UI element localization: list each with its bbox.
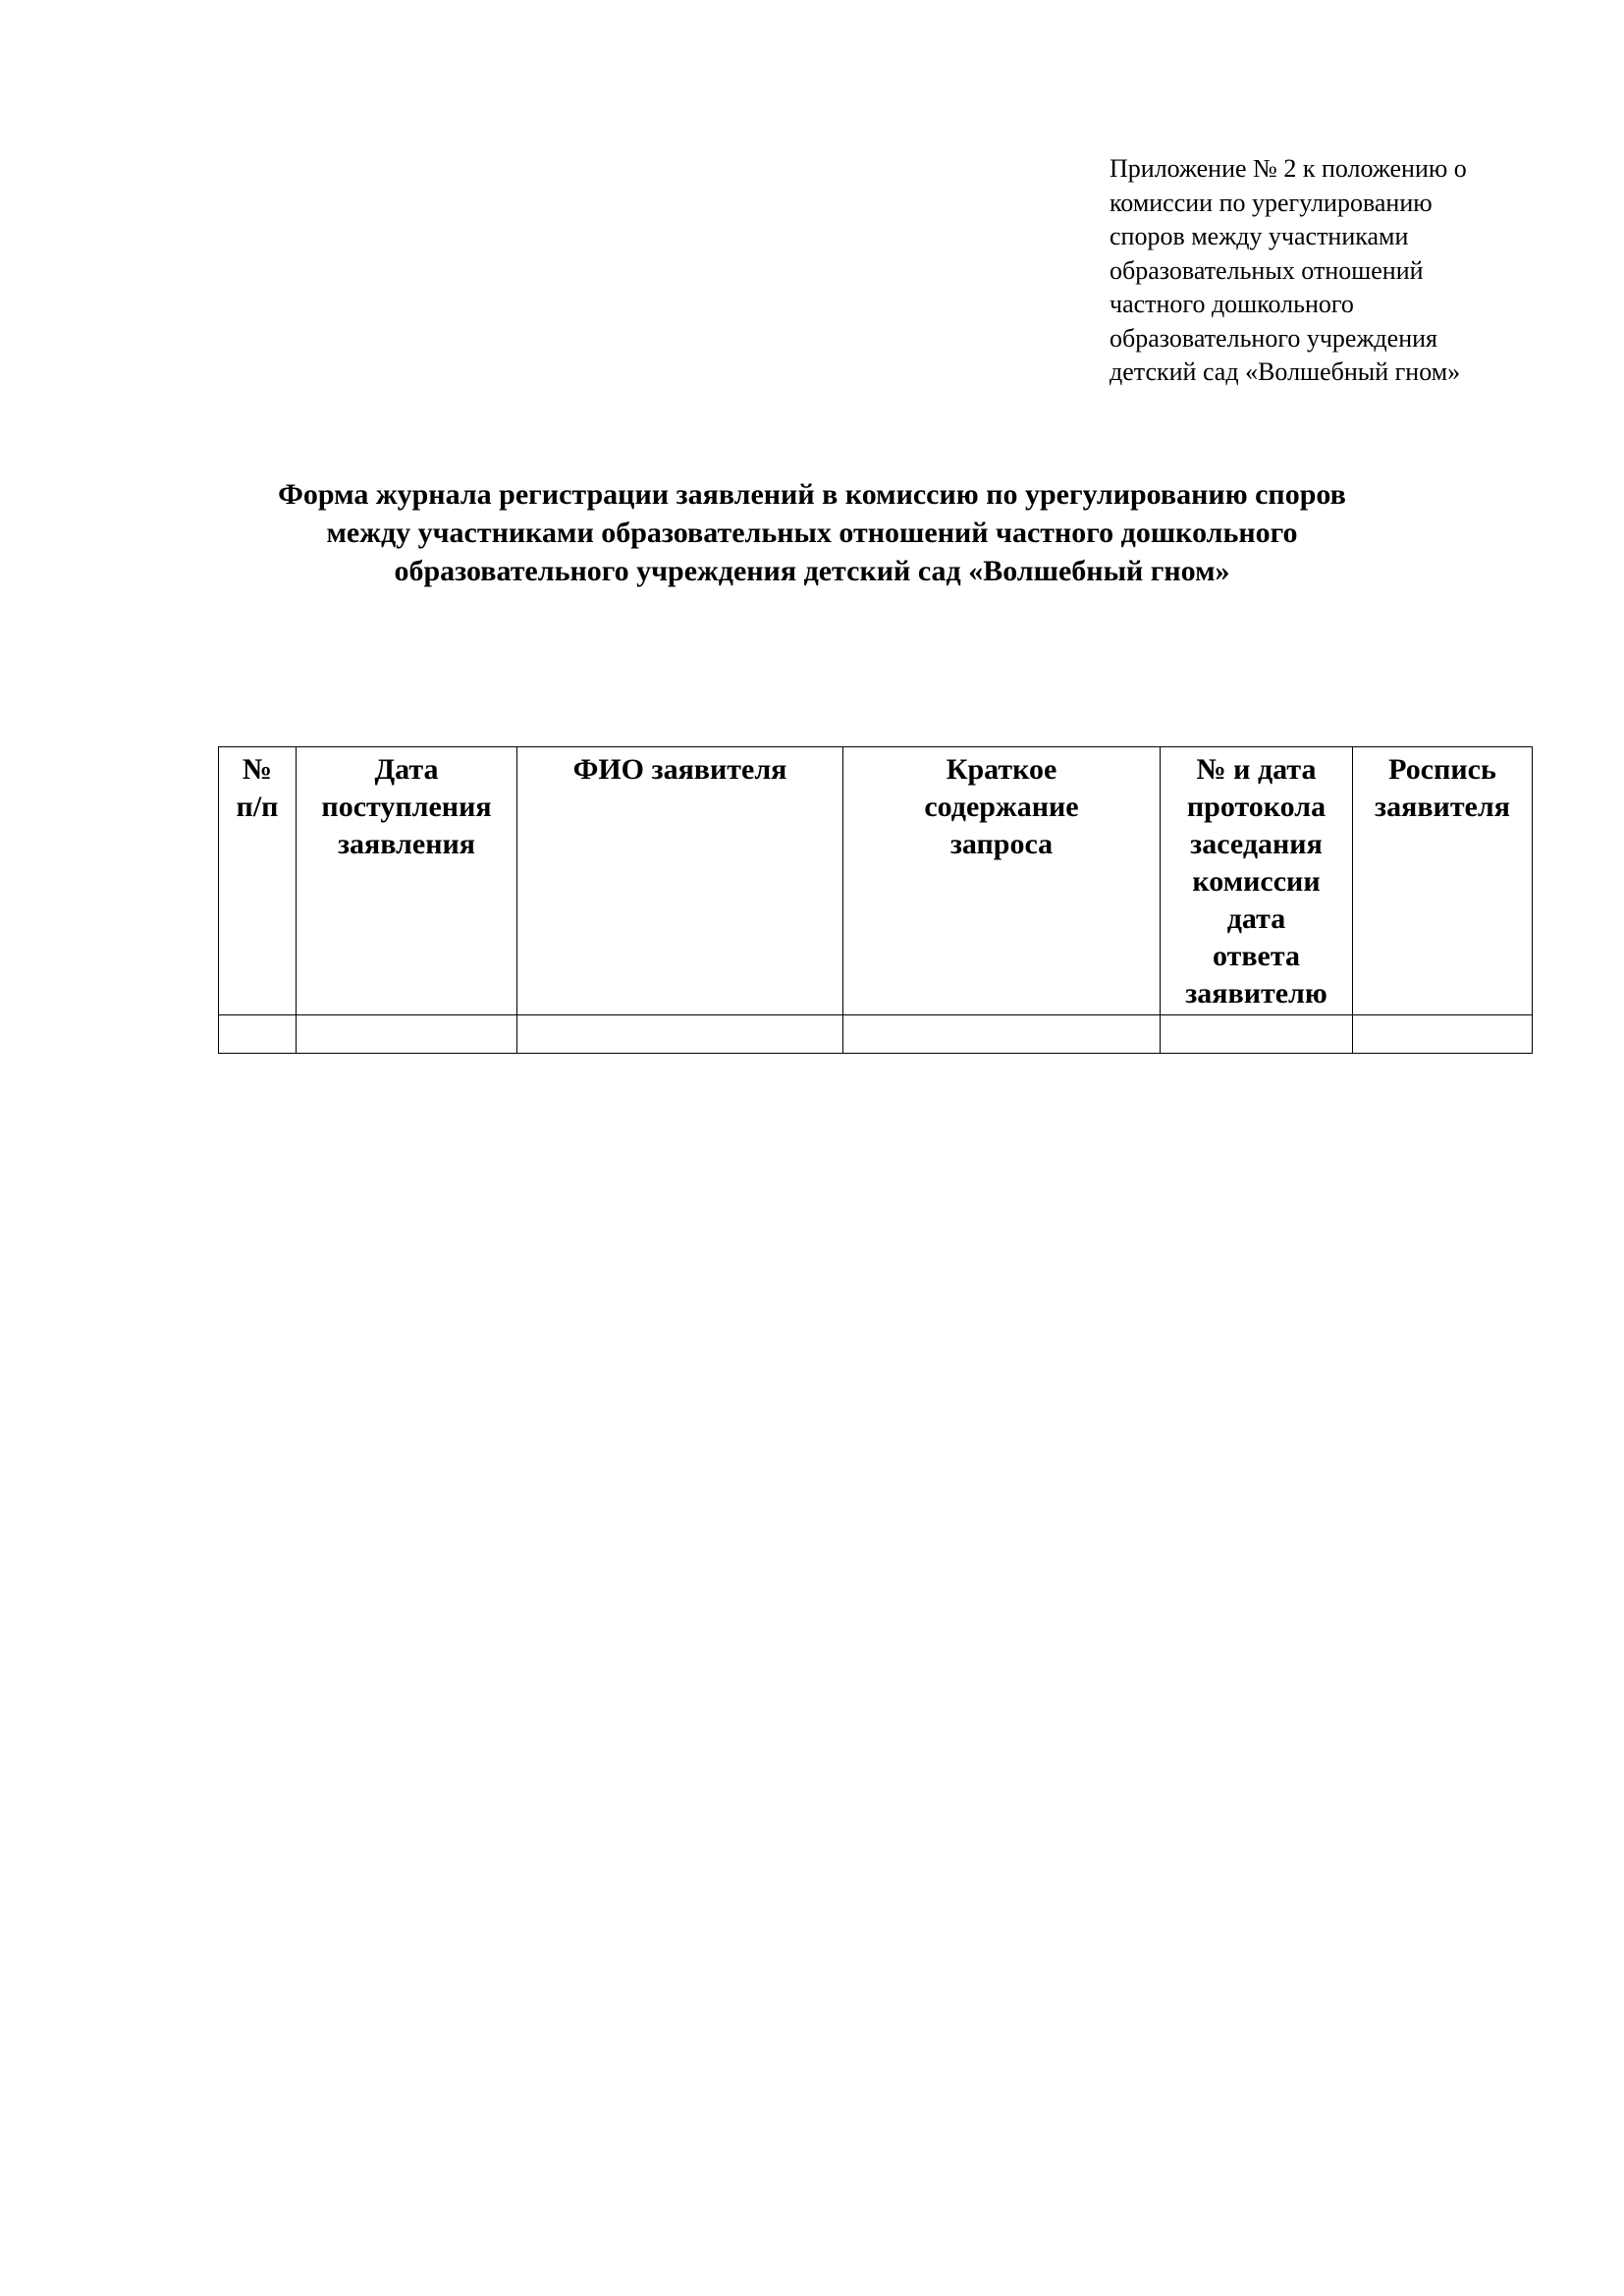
form-title-line: Форма журнала регистрации заявлений в комиссию по урегулированию споров: [278, 478, 1346, 511]
column-header-receipt-date: Дата поступления заявления: [297, 747, 517, 1015]
form-title-line: образовательного учреждения детский сад «Волшебный гном»: [394, 555, 1230, 587]
table-cell: [219, 1015, 297, 1054]
form-title: [196, 475, 1428, 590]
column-header-applicant-name: ФИО заявителя: [517, 747, 843, 1015]
table-header-row: [219, 747, 1533, 1015]
column-header-protocol: № и дата протокола заседания комиссии дата ответа заявителю: [1161, 747, 1353, 1015]
registration-journal-table: [218, 746, 1533, 1054]
appendix-line: частного дошкольного: [1110, 290, 1354, 318]
appendix-line: комиссии по урегулированию: [1110, 188, 1433, 217]
appendix-line: Приложение № 2 к положению о: [1110, 154, 1467, 183]
column-header-request-summary: Краткое содержание запроса: [843, 747, 1161, 1015]
form-title-line: между участниками образовательных отношений частного дошкольного: [326, 517, 1298, 549]
appendix-line: детский сад «Волшебный гном»: [1110, 357, 1461, 386]
table-cell: [843, 1015, 1161, 1054]
table-cell: [1353, 1015, 1533, 1054]
table-cell: [1161, 1015, 1353, 1054]
appendix-line: образовательного учреждения: [1110, 323, 1437, 353]
column-header-signature: Роспись заявителя: [1353, 747, 1533, 1015]
table-row: [219, 1015, 1533, 1054]
appendix-note: [1110, 152, 1542, 390]
appendix-line: споров между участниками: [1110, 222, 1409, 250]
table-cell: [517, 1015, 843, 1054]
appendix-line: образовательных отношений: [1110, 255, 1424, 285]
table-cell: [297, 1015, 517, 1054]
column-header-number: № п/п: [219, 747, 297, 1015]
